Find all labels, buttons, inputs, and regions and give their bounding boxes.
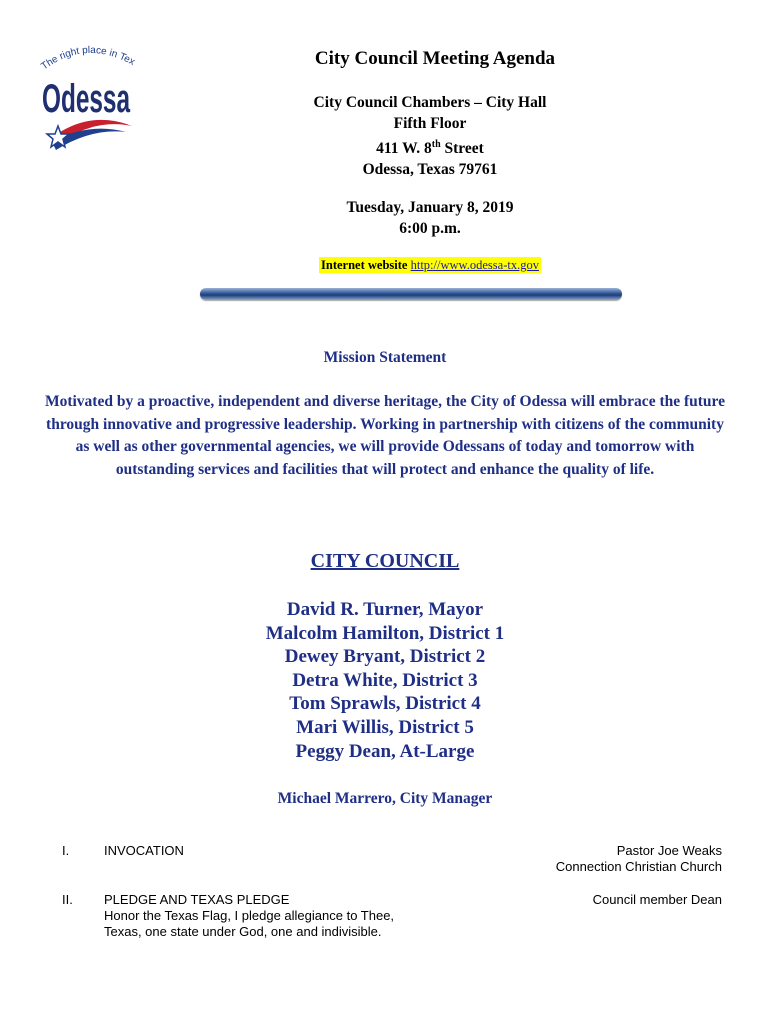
council-members bbox=[200, 598, 570, 763]
street-name: Street bbox=[440, 140, 484, 158]
council-member: Tom Sprawls, District 4 bbox=[289, 693, 481, 715]
header-divider bbox=[200, 288, 622, 300]
odessa-logo bbox=[36, 40, 140, 156]
agenda-item-title: PLEDGE AND TEXAS PLEDGE bbox=[104, 892, 290, 907]
presenter-line: Council member Dean bbox=[592, 892, 722, 907]
website-line bbox=[200, 258, 660, 273]
floor-line: Fifth Floor bbox=[393, 115, 467, 132]
agenda-item-title: INVOCATION bbox=[104, 843, 184, 858]
council-heading: CITY COUNCIL bbox=[310, 550, 460, 572]
meeting-date: Tuesday, January 8, 2019 bbox=[346, 199, 514, 216]
meeting-datetime bbox=[200, 197, 660, 239]
odessa-logo-graphic bbox=[36, 40, 140, 156]
presenter-line: Pastor Joe Weaks bbox=[616, 843, 722, 858]
meeting-time: 6:00 p.m. bbox=[399, 220, 461, 237]
agenda-item-number: II. bbox=[62, 892, 73, 907]
mission-statement: Motivated by a proactive, independent and diverse heritage, the City of Odessa will embrace the future through innovative and progressive leadership. Working in partnership with citizens of the community as well as other governmental agencies, we will provide Odessans of today and tomorrow with outstanding services and facilities that will protect and enhance the quality of life. bbox=[44, 393, 726, 478]
council-member: Dewey Bryant, District 2 bbox=[284, 646, 486, 668]
city-manager: Michael Marrero, City Manager bbox=[277, 790, 493, 807]
agenda-item-presenter bbox=[556, 843, 722, 875]
logo-wordmark: Odessa bbox=[42, 77, 131, 121]
street-number: 411 W. 8 bbox=[376, 140, 432, 158]
city-line: Odessa, Texas 79761 bbox=[362, 161, 498, 179]
street-line bbox=[200, 134, 660, 159]
agenda-item-presenter bbox=[593, 892, 722, 908]
agenda-item-detail: Texas, one state under God, one and indivisible. bbox=[104, 924, 382, 939]
street-suffix: th bbox=[431, 139, 441, 150]
page-title: City Council Meeting Agenda bbox=[314, 48, 556, 69]
location-line: City Council Chambers – City Hall bbox=[313, 94, 547, 111]
council-member: Peggy Dean, At-Large bbox=[295, 740, 475, 762]
council-member: Detra White, District 3 bbox=[292, 669, 478, 691]
agenda-item-detail: Honor the Texas Flag, I pledge allegiance to Thee, bbox=[104, 908, 395, 923]
meeting-address bbox=[200, 92, 660, 180]
agenda-item-body bbox=[104, 892, 394, 940]
website-highlight bbox=[319, 257, 541, 273]
council-member: Malcolm Hamilton, District 1 bbox=[265, 622, 505, 644]
website-link[interactable]: http://www.odessa-tx.gov bbox=[410, 258, 539, 272]
logo-tagline: The right place in Tex bbox=[39, 44, 137, 73]
presenter-line: Connection Christian Church bbox=[555, 859, 722, 874]
council-member: David R. Turner, Mayor bbox=[286, 599, 484, 620]
mission-heading: Mission Statement bbox=[323, 349, 447, 366]
council-member: Mari Willis, District 5 bbox=[296, 716, 474, 738]
agenda-item-number: I. bbox=[62, 843, 70, 858]
website-label: Internet website bbox=[321, 258, 408, 272]
